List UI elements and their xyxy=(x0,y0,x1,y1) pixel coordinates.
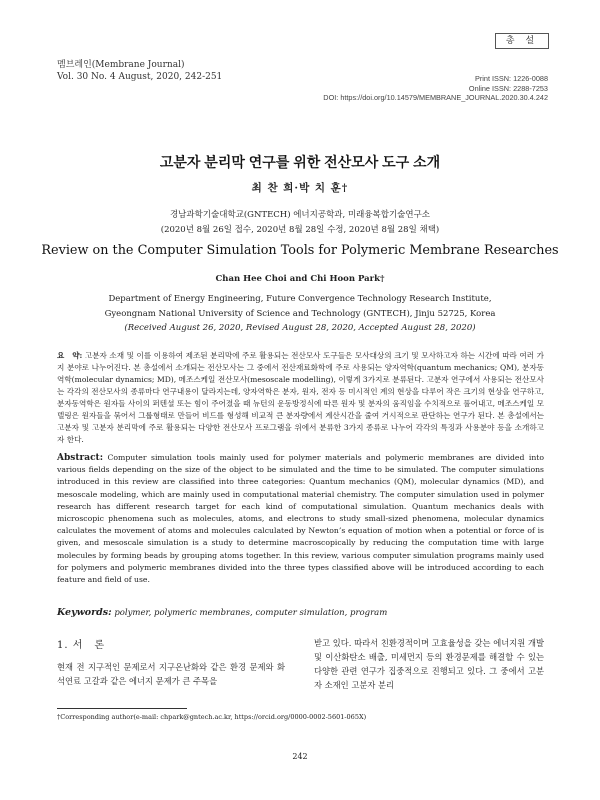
abstract-korean xyxy=(57,350,544,446)
journal-name: 멤브레인(Membrane Journal) xyxy=(57,60,185,70)
affiliation-english-line2: Gyeongnam National University of Science and Technology (GNTECH), Jinju 52725, Korea xyxy=(104,309,496,319)
page-number: 242 xyxy=(292,752,308,761)
authors-english: Chan Hee Choi and Chi Hoon Park† xyxy=(215,274,385,284)
affiliation-korean: 경남과학기술대학교(GNTECH) 에너지공학과, 미래융복합기술연구소 xyxy=(169,210,431,220)
keywords-text: polymer, polymeric membranes, computer simulation, program xyxy=(114,608,388,618)
keywords xyxy=(57,607,544,618)
title-korean: 고분자 분리막 연구를 위한 전산모사 도구 소개 xyxy=(159,154,441,170)
section-heading: 1. 서 론 xyxy=(57,640,106,651)
abstract-english-label: Abstract: xyxy=(57,453,104,463)
print-issn: Print ISSN: 1226-0088 xyxy=(474,74,548,83)
journal-volume: Vol. 30 No. 4 August, 2020, 242-251 xyxy=(57,72,223,82)
authors-korean: 최 찬 희·박 치 훈† xyxy=(251,182,349,194)
abstract-korean-text: 고분자 소재 및 이를 이용하여 제조된 분리막에 주로 활용되는 전산모사 도구들은 모사대상의 크기 및 모사하고자 하는 시간에 따라 여러 가지 분야로 나누어진다. 본 총설에서 소개되는 전산모사는 그 중에서 전산재료화학에 주로 사용되는 양자역학(quantum mechanics; QM), 분자동역학(molecular dynamics; MD), 메조스케일 전산모사(mesoscale modelling), 이렇게 3가지로 분류된다. 고분자 연구에서 사용되는 전산모사는 각각의 전산모사의 종류마다 연구내용이 달라지는데, 양자역학은 분자, 원자, 전자 등 미시적인 계의 현상을 다루어 작은 크기의 현상을 연구하고, 분자동역학은 원자들 사이의 퍼텐셜 또는 힘이 주어졌을 때 뉴턴의 운동방정식에 따른 원자 및 분자의 움직임을 수치적으로 풀어내고, 메조스케일 모델링은 원자들을 묶어서 그룹형태로 만들어 비드를 형성해 비교적 큰 분자량에서 계산시간을 줄여 거시적으로 판단하는 연구가 된다. 본 총설에서는 고분자 및 고분자 분리막에 주로 활용되는 다양한 전산모사 프로그램을 위에서 분류한 3가지 종류로 나누어 각각의 특징과 사용분야 등을 소개하고자 한다. xyxy=(57,351,544,444)
keywords-label: Keywords: xyxy=(57,607,112,618)
affiliation-english-line1: Department of Energy Engineering, Future Convergence Technology Research Institute, xyxy=(108,294,492,304)
doi-link[interactable]: DOI: https://doi.org/10.14579/MEMBRANE_JOURNAL.2020.30.4.242 xyxy=(323,93,548,102)
article-type-badge: 총 설 xyxy=(495,33,549,49)
dates-english: (Received August 26, 2020, Revised August 28, 2020, Accepted August 28, 2020) xyxy=(124,323,476,333)
footnote: †Corresponding author(e-mail: chpark@gntech.ac.kr, https://orcid.org/0000-0002-5601-065X) xyxy=(57,713,367,721)
abstract-korean-label: 요 약: xyxy=(57,351,83,360)
dates-korean: (2020년 8월 26일 접수, 2020년 8월 28일 수정, 2020년 8월 28일 채택) xyxy=(160,225,440,235)
online-issn: Online ISSN: 2288-7253 xyxy=(468,83,548,93)
footnote-divider xyxy=(57,708,187,709)
body-left-column: 현재 전 지구적인 문제로서 지구온난화와 같은 환경 문제와 화석연료 고갈과 같은 에너지 문제가 큰 주목을 xyxy=(57,662,285,686)
issn-block xyxy=(323,74,548,103)
title-english: Review on the Computer Simulation Tools for Polymeric Membrane Researches xyxy=(41,243,559,258)
abstract-english-text: Computer simulation tools mainly used for polymer materials and polymeric membranes are divided into various fields depending on the size of the object to be simulated and the time to be simulated. The computer simulations introduced in this review are classified into three categories: Quantum mechanics (QM), molecular dynamics (MD), and mesoscale modeling, which are mainly used in computational material chemistry. The computer simulation used in polymer research has different research target for each kind of computational simulation. Quantum mechanics deals with microscopic phenomena such as molecules, atoms, and electrons to study small-sized phenomena, molecular dynamics calculates the movement of atoms and molecules calculated by Newton’s equation of motion when a potential or force of is given, and mesoscale simulation is a study to determine macroscopically by reducing the computation time with large molecules by forming beads by grouping atoms together. In this review, various computer simulation programs mainly used for polymers and polymeric membranes divided into the three types classified above will be introduced according to each feature and field of use. xyxy=(57,453,544,585)
body-right-column: 받고 있다. 따라서 친환경적이며 고효율성을 갖는 에너지원 개발 및 이산화탄소 배출, 미세먼지 등의 환경문제를 해결할 수 있는 다양한 관련 연구가 집중적으로 진행되고 있다. 그 중에서 고분자 소재인 고분자 분리 xyxy=(314,638,544,690)
abstract-english xyxy=(57,452,544,586)
